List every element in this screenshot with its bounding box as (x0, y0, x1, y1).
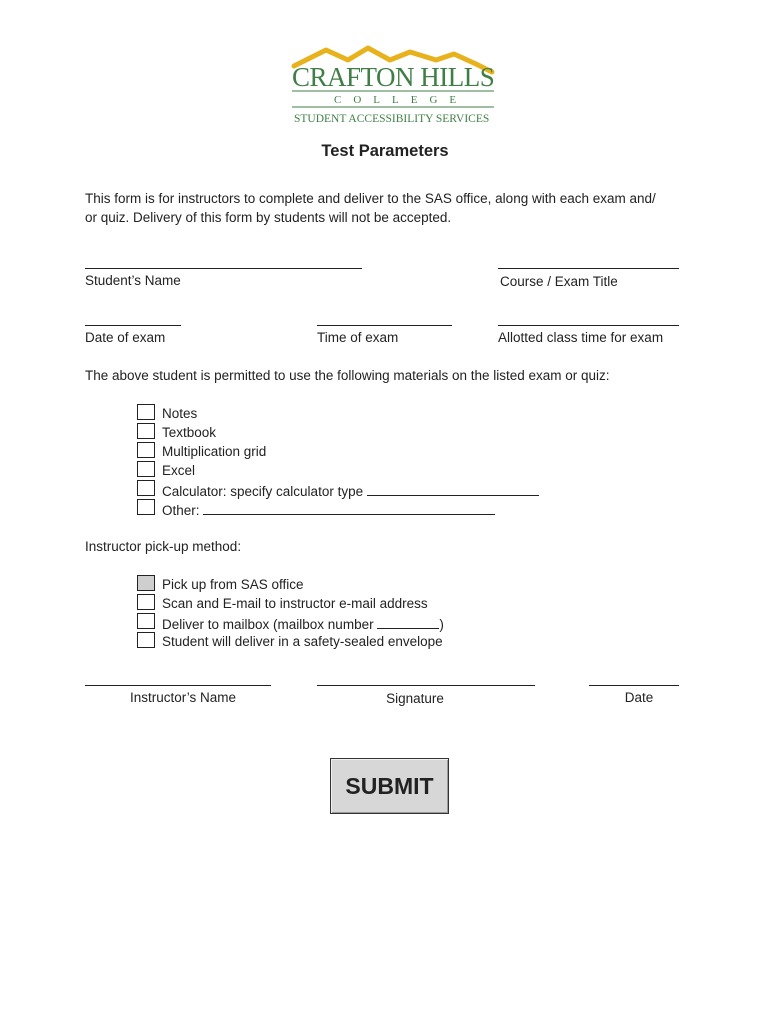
mailbox-close-paren: ) (439, 617, 444, 632)
date-line[interactable] (589, 685, 679, 686)
mailbox-row (162, 615, 444, 633)
other-field[interactable] (203, 501, 495, 515)
mailbox-checkbox[interactable] (137, 613, 155, 629)
textbook-checkbox[interactable] (137, 423, 155, 439)
course-title-line[interactable] (498, 268, 679, 269)
date-of-exam-label: Date of exam (85, 330, 166, 345)
multiplication-grid-checkbox[interactable] (137, 442, 155, 458)
excel-checkbox[interactable] (137, 461, 155, 477)
time-of-exam-label: Time of exam (317, 330, 399, 345)
calculator-type-field[interactable] (367, 482, 539, 496)
materials-prompt: The above student is permitted to use the following materials on the listed exam or quiz: (85, 368, 610, 383)
notes-checkbox[interactable] (137, 404, 155, 420)
time-of-exam-line[interactable] (317, 325, 452, 326)
calculator-checkbox[interactable] (137, 480, 155, 496)
scan-email-checkbox[interactable] (137, 594, 155, 610)
student-name-label: Student’s Name (85, 273, 181, 288)
logo-college-text: COLLEGE (334, 94, 469, 106)
instructor-name-line[interactable] (85, 685, 271, 686)
allotted-time-line[interactable] (498, 325, 679, 326)
date-of-exam-line[interactable] (85, 325, 181, 326)
instructor-name-label: Instructor’s Name (129, 690, 237, 705)
signature-line[interactable] (317, 685, 535, 686)
allotted-time-label: Allotted class time for exam (498, 330, 664, 345)
other-row (162, 501, 495, 519)
excel-label: Excel (162, 463, 196, 478)
pickup-prompt: Instructor pick-up method: (85, 539, 242, 554)
intro-line-2: or quiz. Delivery of this form by students will not be accepted. (85, 210, 452, 225)
college-logo (286, 44, 496, 128)
submit-button[interactable]: SUBMIT (330, 758, 449, 814)
textbook-label: Textbook (162, 425, 217, 440)
scan-email-label: Scan and E-mail to instructor e-mail address (162, 596, 428, 611)
logo-department-text: STUDENT ACCESSIBILITY SERVICES (294, 113, 490, 125)
logo-name-text: CRAFTON HILLS (292, 62, 495, 92)
calculator-row (162, 482, 539, 500)
pickup-sas-office-checkbox[interactable] (137, 575, 155, 591)
calculator-label: Calculator: specify calculator type (162, 484, 364, 499)
multiplication-grid-label: Multiplication grid (162, 444, 267, 459)
course-title-label: Course / Exam Title (500, 274, 618, 289)
signature-label: Signature (386, 691, 444, 706)
pickup-sas-office-label: Pick up from SAS office (162, 577, 304, 592)
student-name-line[interactable] (85, 268, 362, 269)
page-title: Test Parameters (321, 142, 449, 160)
intro-line-1: This form is for instructors to complete and deliver to the SAS office, along with each exam and/ (85, 191, 656, 206)
other-checkbox[interactable] (137, 499, 155, 515)
mailbox-number-field[interactable] (377, 615, 439, 629)
mailbox-label: Deliver to mailbox (mailbox number (162, 617, 374, 632)
student-deliver-label: Student will deliver in a safety-sealed envelope (162, 634, 443, 649)
student-deliver-checkbox[interactable] (137, 632, 155, 648)
notes-label: Notes (162, 406, 198, 421)
other-label: Other: (162, 503, 200, 518)
date-label: Date (624, 690, 654, 705)
